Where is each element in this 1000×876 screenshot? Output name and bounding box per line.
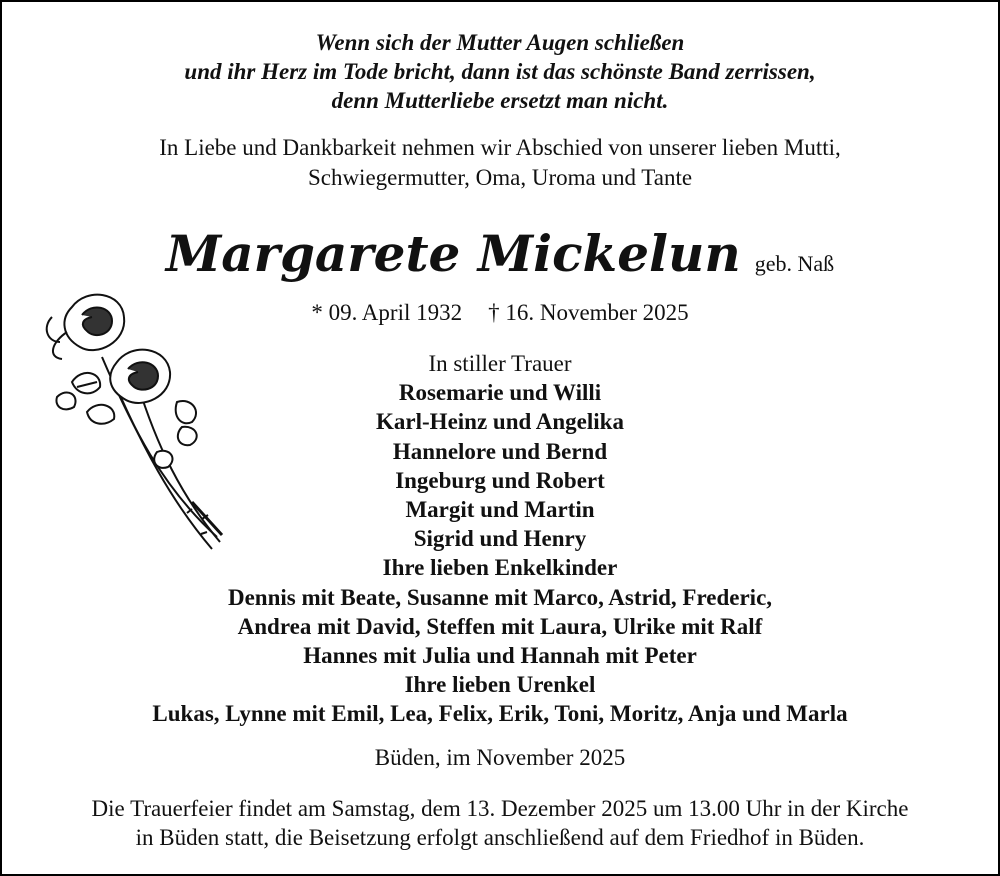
intro-line: In Liebe und Dankbarkeit nehmen wir Abschied von unserer lieben Mutti,	[159, 135, 841, 160]
mourner-line: Sigrid und Henry	[413, 526, 587, 552]
mourners-heading: In stiller Trauer	[428, 351, 572, 376]
intro-line: Schwiegermutter, Oma, Uroma und Tante	[307, 165, 693, 190]
birth-name: geb. Naß	[754, 251, 835, 276]
poem	[2, 28, 998, 115]
poem-line: und ihr Herz im Tode bricht, dann ist das schönste Band zerrissen,	[184, 59, 816, 84]
mourners-list	[2, 349, 998, 729]
mourner-line: Ingeburg und Robert	[395, 467, 605, 493]
funeral-line: Die Trauerfeier findet am Samstag, dem 13. Dezember 2025 um 13.00 Uhr in der Kirche	[91, 796, 909, 821]
intro-text	[2, 133, 998, 193]
death-date: † 16. November 2025	[488, 300, 689, 325]
mourner-group-heading: Ihre lieben Urenkel	[404, 672, 596, 698]
mourner-group-heading: Ihre lieben Enkelkinder	[382, 555, 618, 581]
mourner-line: Dennis mit Beate, Susanne mit Marco, Astrid, Frederic,	[227, 584, 773, 610]
mourner-line: Lukas, Lynne mit Emil, Lea, Felix, Erik, Toni, Moritz, Anja und Marla	[152, 701, 848, 727]
mourner-line: Rosemarie und Willi	[398, 380, 602, 406]
deceased-name: Margarete Mickelun	[165, 224, 741, 283]
mourner-line: Karl-Heinz und Angelika	[376, 409, 624, 435]
mourner-line: Margit und Martin	[405, 497, 595, 523]
place-date: Büden, im November 2025	[374, 745, 626, 770]
mourner-line: Andrea mit David, Steffen mit Laura, Ulrike mit Ralf	[237, 613, 763, 639]
mourner-line: Hannelore und Bernd	[392, 438, 608, 464]
funeral-line: in Büden statt, die Beisetzung erfolgt anschließend auf dem Friedhof in Büden.	[135, 825, 865, 850]
deceased-name-row	[2, 224, 998, 283]
funeral-info	[2, 794, 998, 852]
birth-date: * 09. April 1932	[311, 300, 463, 325]
poem-line: Wenn sich der Mutter Augen schließen	[315, 30, 685, 55]
poem-line: denn Mutterliebe ersetzt man nicht.	[331, 88, 669, 113]
mourner-line: Hannes mit Julia und Hannah mit Peter	[303, 643, 697, 669]
